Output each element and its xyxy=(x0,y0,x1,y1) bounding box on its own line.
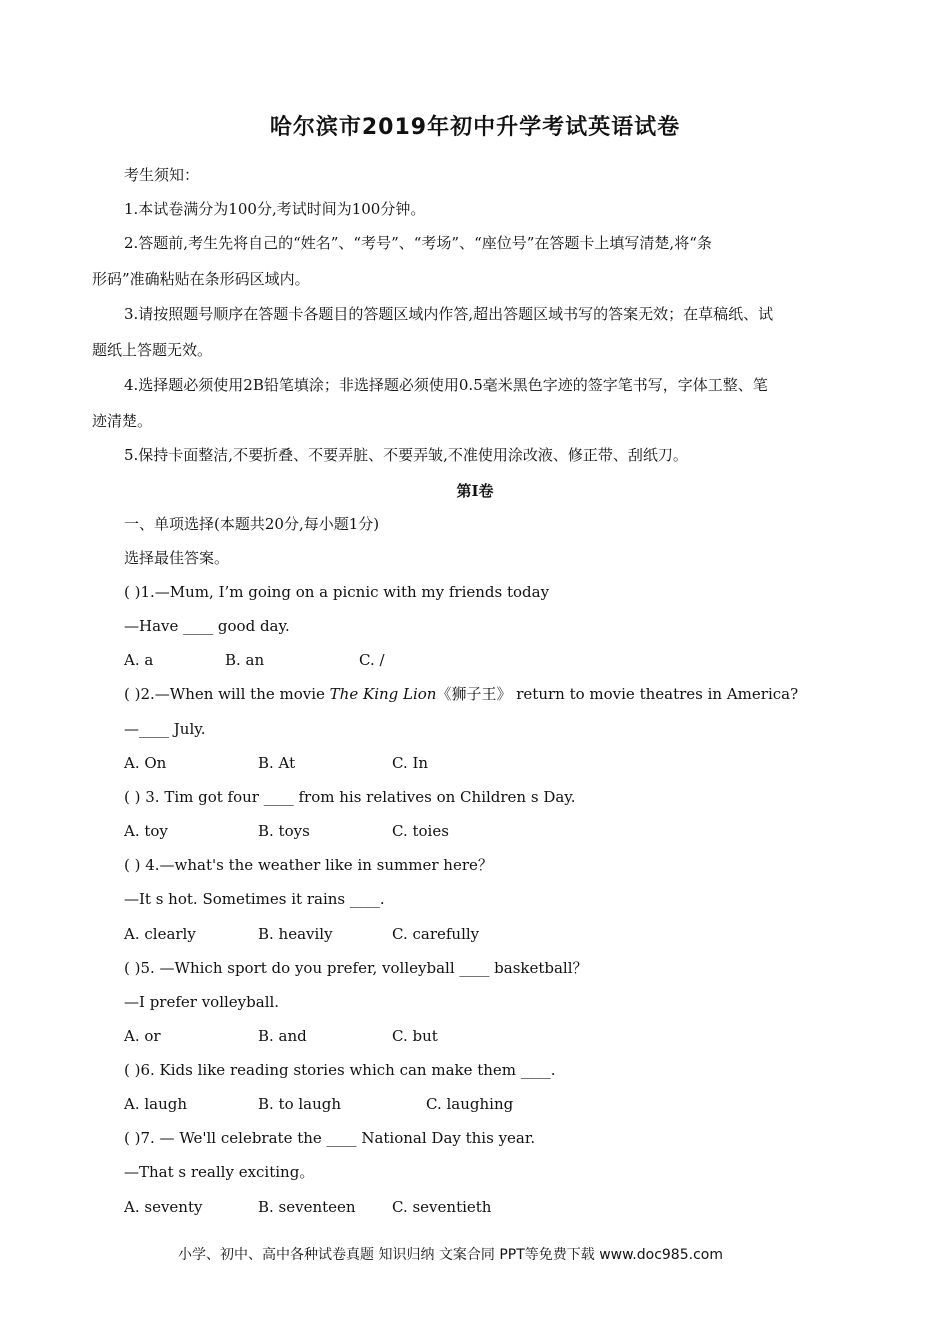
notice-item-3a: 3.请按照题号顺序在答题卡各题目的答题区域内作答,超出答题区域书写的答案无效；在草稿纸、试 xyxy=(124,305,774,323)
question-5-option-b: B. and xyxy=(258,1027,307,1045)
question-2-movie-title: The King Lion xyxy=(329,685,437,703)
question-2-stem xyxy=(124,684,798,704)
question-6-option-b: B. to laugh xyxy=(258,1095,342,1113)
question-1-reply: —Have ____ good day. xyxy=(124,617,290,635)
question-3-stem: ( ) 3. Tim got four ____ from his relatives on Children s Day. xyxy=(124,788,576,806)
question-2-option-c: C. In xyxy=(392,754,429,772)
question-7-option-b: B. seventeen xyxy=(258,1198,356,1216)
question-1-stem: ( )1.—Mum, I’m going on a picnic with my friends today xyxy=(124,583,550,601)
notice-item-4b: 迹清楚。 xyxy=(92,412,153,430)
question-7-option-c: C. seventieth xyxy=(392,1198,492,1216)
question-6-stem: ( )6. Kids like reading stories which can make them ____. xyxy=(124,1061,556,1079)
notice-item-4a: 4.选择题必须使用2B铅笔填涂；非选择题必须使用0.5毫米黑色字迹的签字笔书写，字体工整、笔 xyxy=(124,376,768,394)
question-2-option-a: A. On xyxy=(124,754,167,772)
section-instruction: 选择最佳答案。 xyxy=(124,549,230,567)
question-5-option-c: C. but xyxy=(392,1027,438,1045)
question-6-option-c: C. laughing xyxy=(426,1095,514,1113)
question-7-reply: —That s really exciting。 xyxy=(124,1163,315,1181)
question-2-stem-post: 《狮子王》 return to movie theatres in America? xyxy=(436,685,799,703)
question-6-option-a: A. laugh xyxy=(124,1095,188,1113)
notice-item-3b: 题纸上答题无效。 xyxy=(92,341,213,359)
question-4-option-c: C. carefully xyxy=(392,925,480,943)
footer-watermark-text: 小学、初中、高中各种试卷真题 知识归纳 文案合同 PPT等免费下载 www.doc985.com xyxy=(178,1247,723,1263)
question-5-stem: ( )5. —Which sport do you prefer, volleyball ____ basketball？ xyxy=(124,959,588,977)
question-5-reply: —I prefer volleyball. xyxy=(124,993,280,1011)
question-3-option-c: C. toies xyxy=(392,822,449,840)
notice-item-2a: 2.答题前,考生先将自己的“姓名”、“考号”、“考场”、“座位号”在答题卡上填写清楚,将“条 xyxy=(124,234,712,252)
notice-item-1: 1.本试卷满分为100分,考试时间为100分钟。 xyxy=(124,200,426,218)
question-3-option-b: B. toys xyxy=(258,822,310,840)
notice-heading: 考生须知： xyxy=(124,166,200,184)
question-4-reply: —It s hot. Sometimes it rains ____. xyxy=(124,890,385,908)
section-heading: 一、单项选择(本题共20分,每小题1分) xyxy=(124,515,380,533)
question-4-stem: ( ) 4.—what's the weather like in summer here？ xyxy=(124,856,493,874)
page-title: 哈尔滨市2019年初中升学考试英语试卷 xyxy=(269,115,681,140)
question-4-option-a: A. clearly xyxy=(124,925,196,943)
question-2-option-b: B. At xyxy=(258,754,296,772)
question-1-option-c: C. / xyxy=(359,651,385,669)
question-5-option-a: A. or xyxy=(124,1027,161,1045)
question-2-stem-pre: ( )2.—When will the movie xyxy=(124,685,330,703)
question-1-option-a: A. a xyxy=(124,651,154,669)
question-7-stem: ( )7. — We'll celebrate the ____ National Day this year. xyxy=(124,1129,536,1147)
volume-heading: 第Ⅰ卷 xyxy=(456,482,494,500)
question-4-option-b: B. heavily xyxy=(258,925,333,943)
notice-item-2b: 形码”准确粘贴在条形码区域内。 xyxy=(92,270,310,288)
notice-item-5: 5.保持卡面整洁,不要折叠、不要弄脏、不要弄皱,不准使用涂改液、修正带、刮纸刀。 xyxy=(124,446,688,464)
question-7-option-a: A. seventy xyxy=(124,1198,203,1216)
question-2-reply: —____ July. xyxy=(124,720,206,738)
question-1-option-b: B. an xyxy=(225,651,265,669)
question-3-option-a: A. toy xyxy=(124,822,168,840)
